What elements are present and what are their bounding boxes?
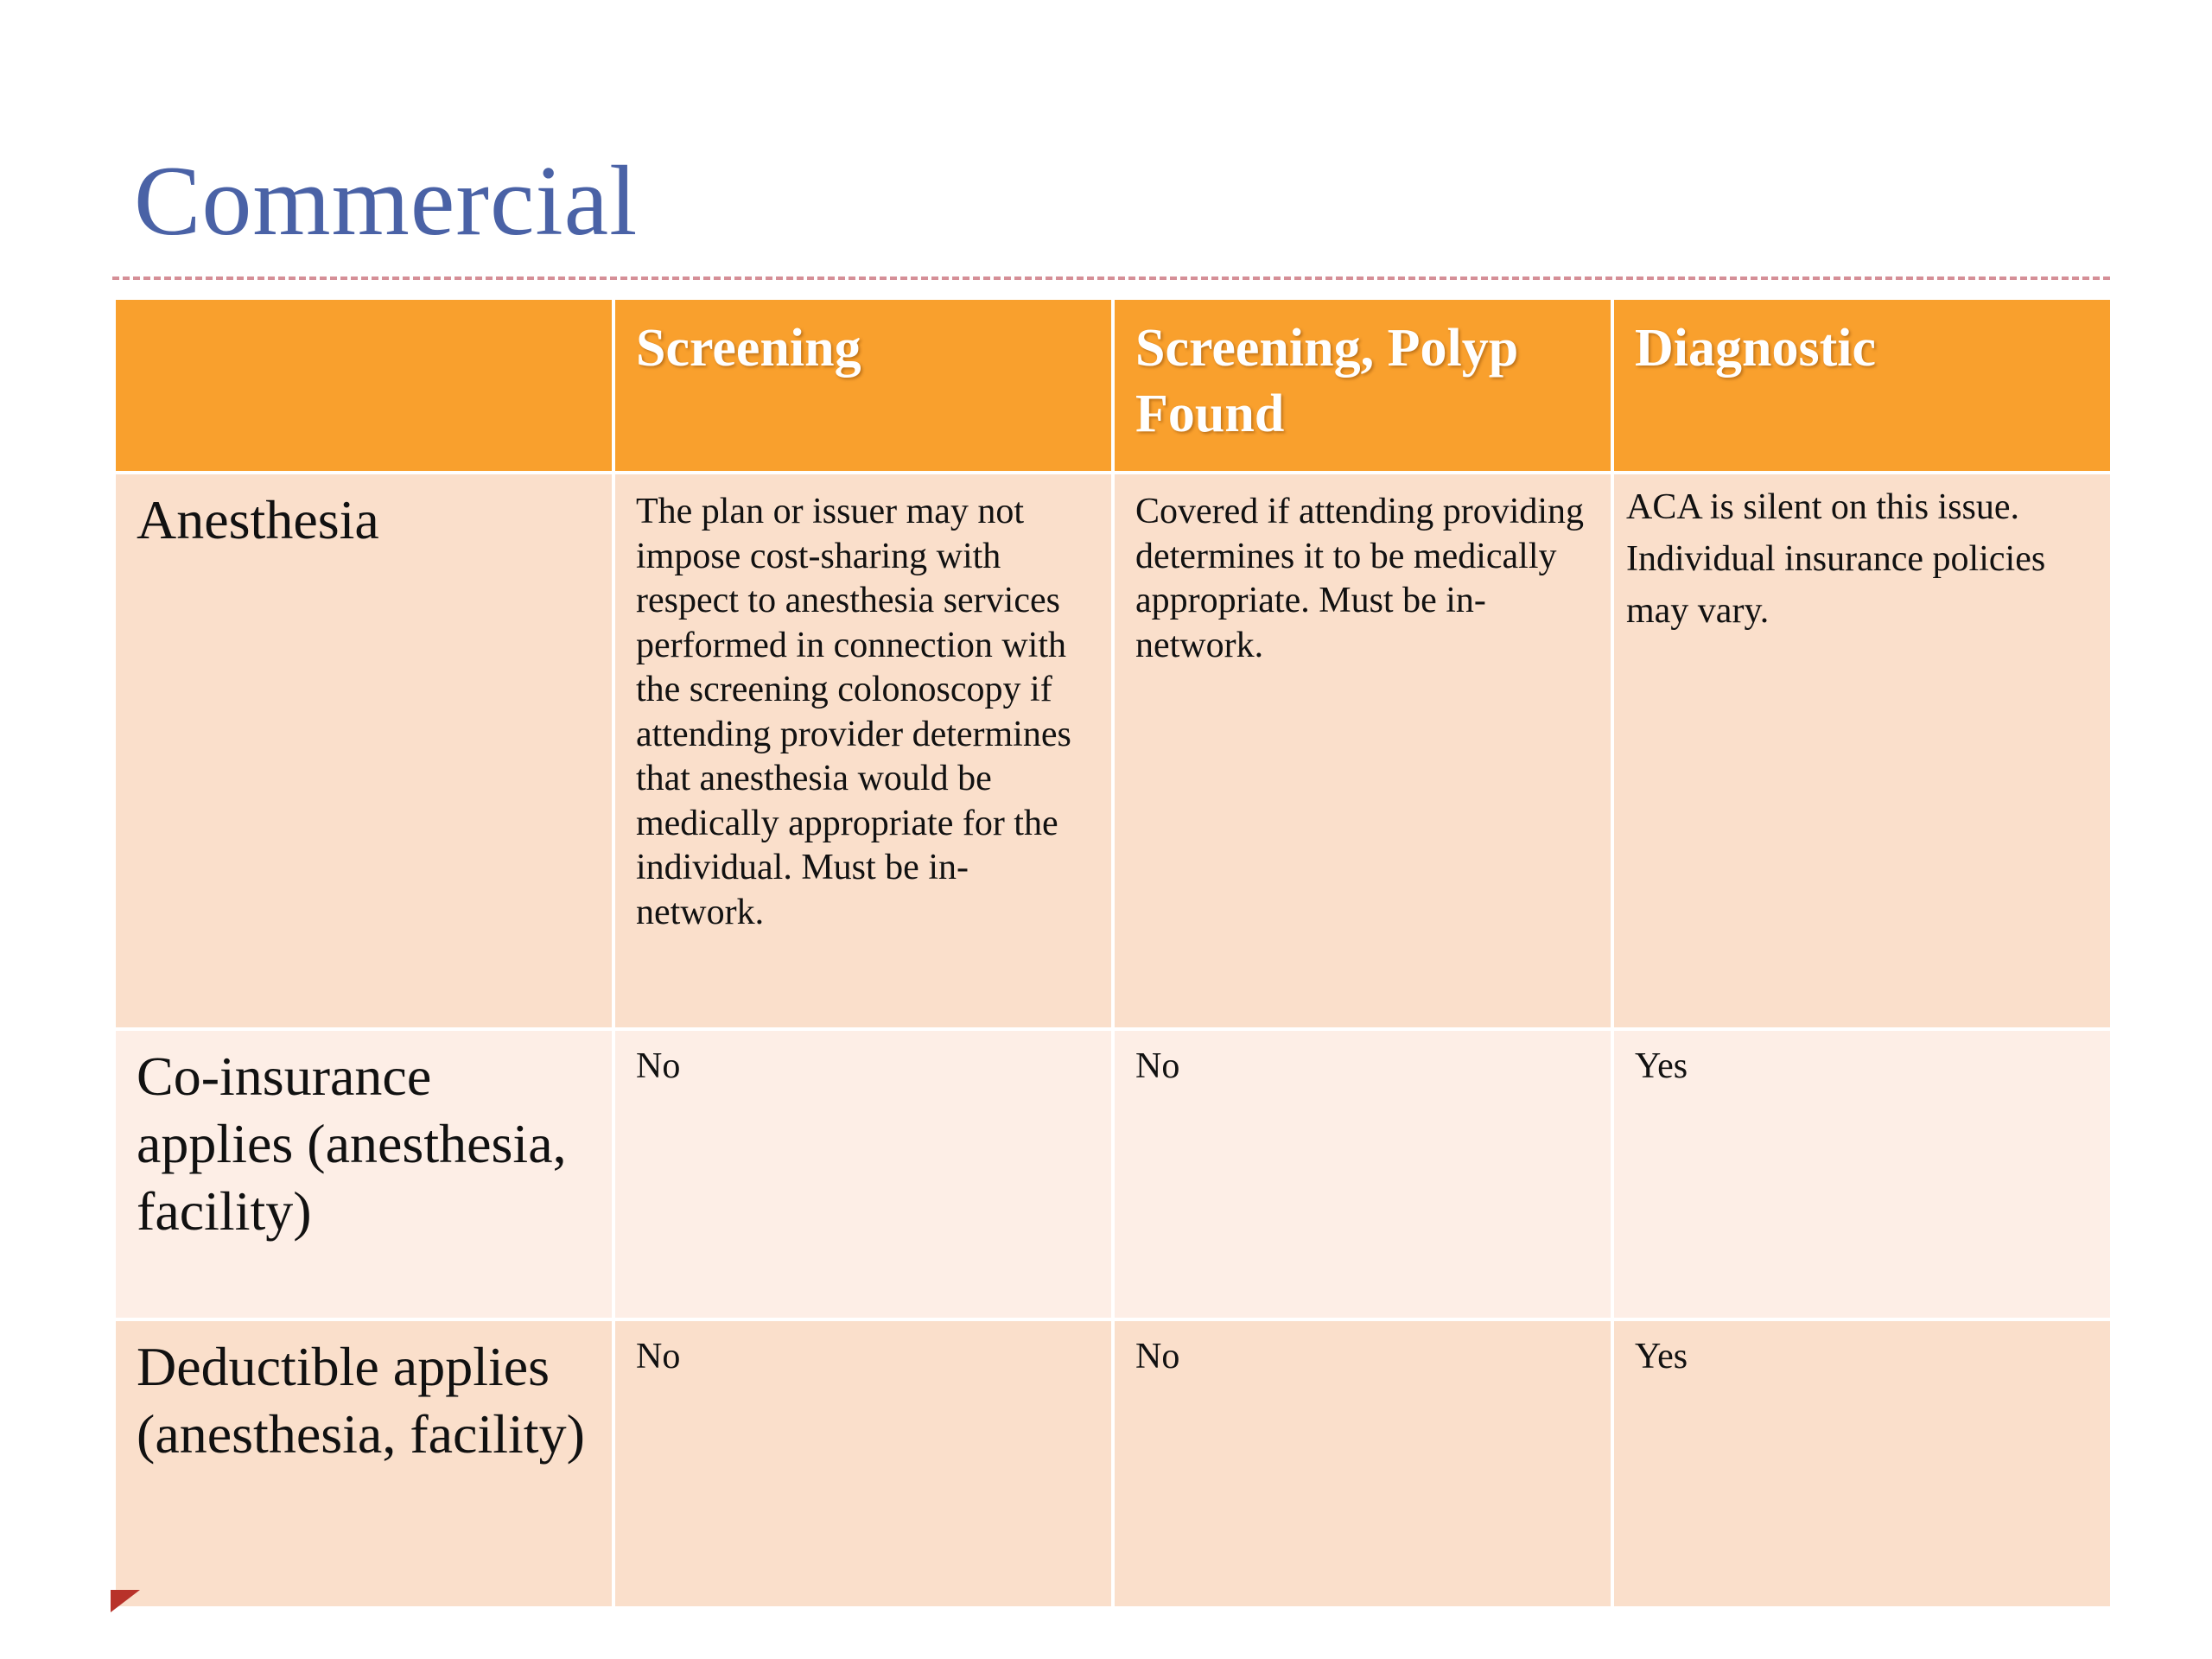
cell-text: No (1135, 1046, 1180, 1086)
row-label: Co-insurance applies (anesthesia, facility) (137, 1046, 567, 1242)
table-cell (613, 1029, 1113, 1319)
header-cell-screening: Screening (613, 298, 1113, 473)
row-label-cell (114, 473, 613, 1029)
header-cell-diagnostic: Diagnostic (1612, 298, 2112, 473)
table-cell (1612, 1319, 2112, 1608)
triangle-marker-icon (111, 1590, 140, 1612)
table-row-anesthesia (114, 473, 2112, 1029)
cell-text: Covered if attending providing determines it to be medically appropriate. Must be in-network. (1135, 492, 1585, 665)
cell-text: The plan or issuer may not impose cost-sharing with respect to anesthesia services performed in connection with the screening colonoscopy if attending provider determines that anesthesia would be medically appropriate for the individual. Must be in-network. (636, 492, 1071, 932)
row-label: Anesthesia (137, 489, 379, 550)
table-row-coinsurance (114, 1029, 2112, 1319)
title-divider (112, 276, 2110, 280)
table-cell (1113, 1029, 1612, 1319)
header-cell-screening-polyp-found: Screening, Polyp Found (1113, 298, 1612, 473)
row-label-cell (114, 1319, 613, 1608)
row-label-cell (114, 1029, 613, 1319)
header-cell-empty (114, 298, 613, 473)
table-cell (1113, 1319, 1612, 1608)
table-row-deductible (114, 1319, 2112, 1608)
cell-text: ACA is silent on this issue. Individual insurance policies may vary. (1626, 487, 2046, 631)
cell-text: Yes (1635, 1337, 1688, 1376)
coverage-table (112, 296, 2113, 1610)
cell-text: No (636, 1337, 681, 1376)
cell-text: Yes (1635, 1046, 1688, 1086)
slide-title: Commercial (134, 146, 639, 257)
table-cell (613, 473, 1113, 1029)
table-header-row (114, 298, 2112, 473)
cell-text: No (636, 1046, 681, 1086)
cell-text: No (1135, 1337, 1180, 1376)
row-label: Deductible applies (anesthesia, facility) (137, 1336, 585, 1465)
table-cell (613, 1319, 1113, 1608)
table-cell (1113, 473, 1612, 1029)
table-cell (1612, 473, 2112, 1029)
table-cell (1612, 1029, 2112, 1319)
